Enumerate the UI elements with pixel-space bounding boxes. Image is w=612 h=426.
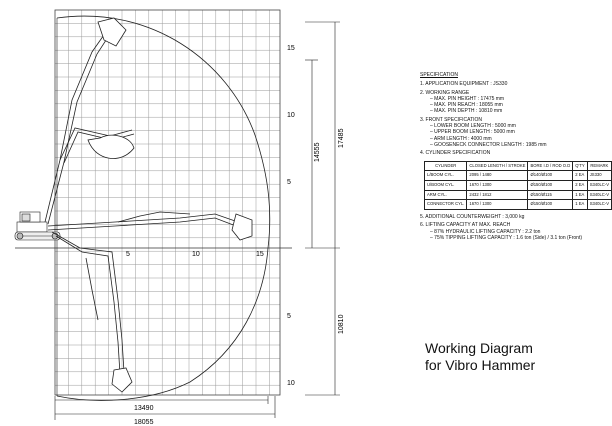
spec-working-range-reach: – MAX. PIN REACH : 18055 mm <box>420 102 598 108</box>
dimension-max-height: 17485 <box>338 128 345 148</box>
cylinder-cell: 1 EA <box>573 190 587 200</box>
axis-mark-5-bottom: 5 <box>287 313 291 320</box>
caption-line-1: Working Diagram <box>425 340 533 356</box>
dimension-reach-height: 14555 <box>314 142 321 162</box>
cylinder-cell: S340LC-V <box>587 200 611 210</box>
dimension-depth: 10810 <box>338 314 345 334</box>
table-row <box>425 200 612 210</box>
spec-working-range-depth: – MAX. PIN DEPTH : 10810 mm <box>420 108 598 114</box>
cylinder-cell: L/BOOM CYL. <box>425 171 467 181</box>
cylinder-table-header <box>425 161 612 171</box>
cylinder-cell: S340LC-V <box>587 190 611 200</box>
dimension-horizontal-1: 13490 <box>134 405 154 412</box>
cylinder-header-cell: REMARK <box>587 161 611 171</box>
cylinder-cell: 1670 / 1300 <box>467 200 528 210</box>
cylinder-cell: JS330 <box>587 171 611 181</box>
horizontal-dimensions <box>55 396 275 420</box>
grid-border <box>55 10 280 395</box>
spec-cylinder-title: 4. CYLINDER SPECIFICATION <box>420 150 491 157</box>
axis-mark-15-ground: 15 <box>256 251 264 258</box>
specification-panel <box>420 72 610 241</box>
cylinder-table <box>424 161 612 210</box>
cylinder-cell: ARM CYL. <box>425 190 467 200</box>
spec-lifting-title: 6. LIFTING CAPACITY AT MAX. REACH <box>420 222 511 229</box>
spec-application: 1. APPLICATION EQUIPMENT : JS330 <box>420 81 508 88</box>
spec-lifting-hydraulic: – 87% HYDRAULIC LIFTING CAPACITY : 2.2 ton <box>420 229 598 235</box>
cylinder-header-cell: CYLINDER <box>425 161 467 171</box>
cylinder-cell: Ø150/Ø100 <box>528 200 573 210</box>
axis-mark-15-top: 15 <box>287 45 295 52</box>
cylinder-cell: 1 EA <box>573 200 587 210</box>
cylinder-cell: 2432 / 1812 <box>467 190 528 200</box>
cylinder-cell: 2095 / 1480 <box>467 171 528 181</box>
axis-mark-10-bottom: 10 <box>287 380 295 387</box>
boom-stance-horizontal <box>48 212 252 240</box>
cylinder-cell: 2 EA <box>573 180 587 190</box>
spec-front-title: 3. FRONT SPECIFICATION <box>420 116 483 123</box>
cylinder-header-cell: CLOSED LENGTH / STROKE <box>467 161 528 171</box>
table-row <box>425 180 612 190</box>
spec-front-arm: – ARM LENGTH : 4000 mm <box>420 136 598 142</box>
cylinder-cell: U/BOOM CYL. <box>425 180 467 190</box>
table-row <box>425 171 612 181</box>
spec-lifting-tipping: – 75% TIPPING LIFTING CAPACITY : 1.6 ton (Side) / 3.1 ton (Front) <box>420 235 598 241</box>
axis-mark-5-top: 5 <box>287 179 291 186</box>
boom-stance-downward <box>52 232 132 392</box>
spec-working-range-height: – MAX. PIN HEIGHT : 17475 mm <box>420 96 598 102</box>
cylinder-cell: S340LC-V <box>587 180 611 190</box>
cylinder-header-cell: Q'TY <box>573 161 587 171</box>
axis-mark-10-ground: 10 <box>192 251 200 258</box>
axis-mark-5-ground: 5 <box>126 251 130 258</box>
dimension-horizontal-2: 18055 <box>134 419 154 426</box>
diagram-caption <box>425 340 535 374</box>
working-range-grid <box>55 10 280 395</box>
cylinder-cell: Ø150/Ø100 <box>528 180 573 190</box>
caption-line-2: for Vibro Hammer <box>425 357 536 373</box>
spec-title: SPECIFICATION <box>420 72 458 78</box>
spec-front-upper-boom: – UPPER BOOM LENGTH : 5000 mm <box>420 129 598 135</box>
spec-counterweight: 5. ADDITIONAL COUNTERWEIGHT : 3,000 kg <box>420 213 525 220</box>
table-row <box>425 190 612 200</box>
cylinder-cell: 2 EA <box>573 171 587 181</box>
vertical-dimensions <box>305 22 340 395</box>
spec-front-lower-boom: – LOWER BOOM LENGTH : 5000 mm <box>420 123 598 129</box>
boom-stance-vertical <box>45 18 134 224</box>
axis-mark-10-top: 10 <box>287 112 295 119</box>
spec-front-gooseneck: – GOOSENECK CONNECTOR LENGTH : 1985 mm <box>420 142 598 148</box>
cylinder-cell: CONNECTOR CYL. <box>425 200 467 210</box>
cylinder-header-cell: BORE I.D / ROD O.D <box>528 161 573 171</box>
cylinder-cell: 1670 / 1300 <box>467 180 528 190</box>
cylinder-cell: Ø140/Ø100 <box>528 171 573 181</box>
cylinder-cell: Ø150/Ø115 <box>528 190 573 200</box>
spec-working-range-title: 2. WORKING RANGE <box>420 89 470 96</box>
